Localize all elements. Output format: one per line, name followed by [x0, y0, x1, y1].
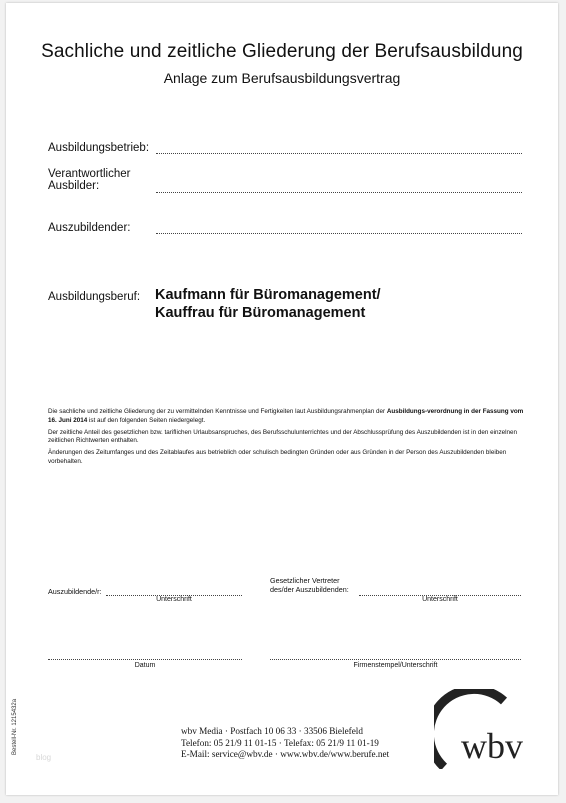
note-paragraph-2: Der zeitliche Anteil des gesetzlichen bzw. tariflichen Urlaubsanspruches, des Berufsschulunterrichtes und der Abschlussprüfung des Auszubildenden ist in den einzelnen zeitlichen Richtwerten enthalten.	[48, 428, 518, 445]
vertreter-signature-caption: Unterschrift	[422, 596, 458, 603]
form-page	[6, 3, 558, 795]
betrieb-field[interactable]	[48, 142, 522, 156]
beruf-line2: Kauffrau für Büromanagement	[155, 305, 366, 321]
beruf-line1: Kaufmann für Büromanagement/	[155, 287, 381, 303]
wbv-logo-text: wbv	[461, 726, 523, 766]
order-number: Bestell-Nr. 1215432a	[12, 698, 18, 755]
ausbilder-label-line2: Ausbilder:	[48, 180, 100, 192]
betrieb-dotted-line[interactable]	[156, 153, 522, 154]
beruf-value	[155, 286, 381, 322]
datum-caption: Datum	[134, 662, 156, 669]
betrieb-label: Ausbildungsbetrieb:	[48, 142, 150, 154]
document-subtitle: Anlage zum Berufsausbildungsvertrag	[163, 70, 401, 86]
note-paragraph-1: Die sachliche und zeitliche Gliederung der zu vermittelnden Kenntnisse und Fertigkeiten laut Ausbildungsrahmenplan der Ausbildungs-verordnung in der Fassung vom 16. Juni 2014 ist auf den folgenden Seiten niedergelegt.	[48, 408, 524, 424]
beruf-label: Ausbildungsberuf:	[48, 291, 141, 303]
datum-line[interactable]	[48, 659, 242, 660]
firmenstempel-caption: Firmenstempel/Unterschrift	[353, 662, 438, 669]
note-paragraph-3: Änderungen des Zeitumfanges und des Zeitablaufes aus betrieblich oder schulisch bedingten Gründen oder aus Gründen in der Person des Auszubildenden bleiben vorbehalten.	[48, 449, 507, 465]
azubi-dotted-line[interactable]	[156, 233, 522, 234]
vertreter-signature-label: Gesetzlicher Vertreter des/der Auszubildenden:	[270, 576, 349, 594]
footer-contact: E-Mail: service@wbv.de · www.wbv.de/www.berufe.net	[181, 749, 390, 759]
firmenstempel-line[interactable]	[270, 659, 521, 660]
ausbilder-field[interactable]	[48, 168, 522, 196]
azubi-label: Auszubildender:	[48, 222, 131, 234]
ausbilder-dotted-line[interactable]	[156, 192, 522, 193]
footer-address: wbv Media · Postfach 10 06 33 · 33506 Bielefeld	[181, 726, 363, 736]
publisher-footer	[181, 726, 389, 761]
azubi-signature-caption: Unterschrift	[156, 596, 192, 603]
watermark: blog	[36, 753, 52, 762]
notes-block	[48, 408, 524, 470]
azubi-field[interactable]	[48, 222, 522, 236]
azubi-signature-label: Auszubildende/r:	[48, 587, 102, 596]
document-title: Sachliche und zeitliche Gliederung der Berufsausbildung	[41, 41, 523, 62]
ausbilder-label-line1: Verantwortlicher	[48, 168, 131, 180]
footer-phone: Telefon: 05 21/9 11 01-15 · Telefax: 05 21/9 11 01-19	[181, 737, 379, 748]
